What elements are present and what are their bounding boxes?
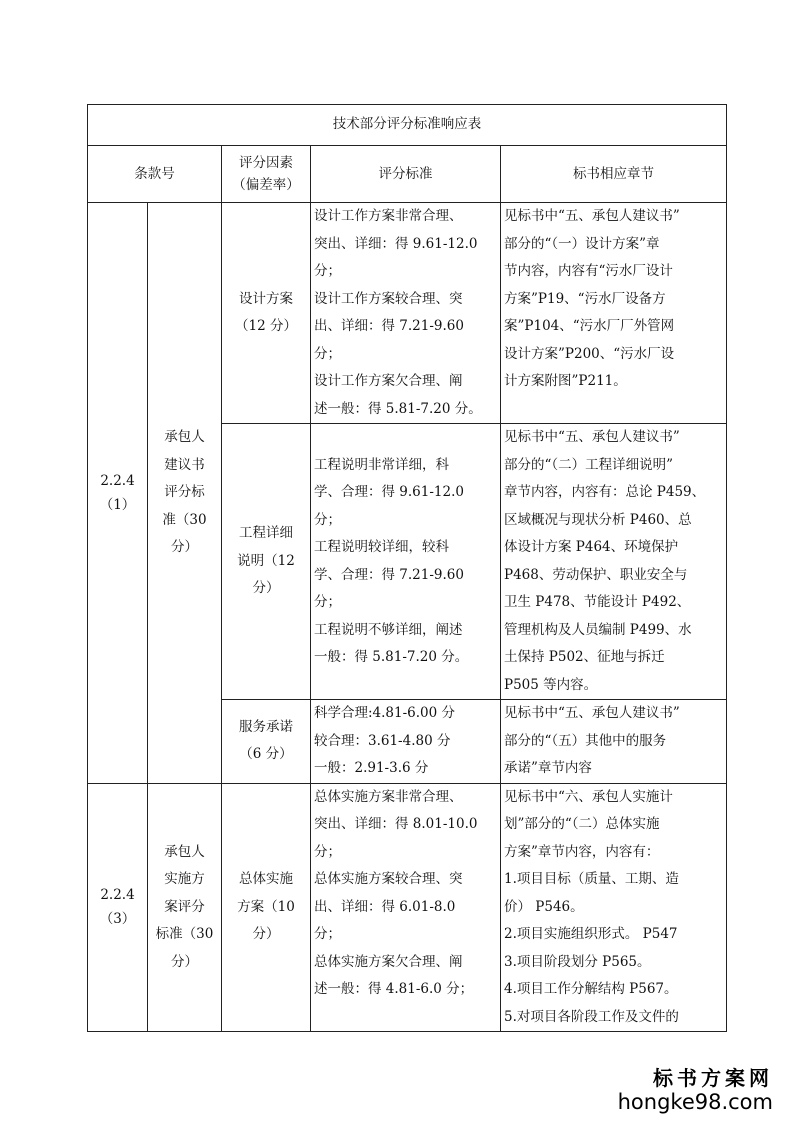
clause-number-cell: 2.2.4 （1） xyxy=(88,203,148,784)
table-row xyxy=(88,203,727,424)
category-cell: 承包人 建议书 评分标 准（30 分） xyxy=(148,203,222,784)
watermark-domain: hongke98.com xyxy=(617,1090,773,1114)
header-clause: 条款号 xyxy=(88,146,222,203)
header-standard: 评分标准 xyxy=(311,146,501,203)
table-row xyxy=(88,783,727,1032)
standard-cell: 工程说明非常详细，科 学、合理：得 9.61-12.0 分； 工程说明较详细，较科 学、合理：得 7.21-9.60 分； 工程说明不够详细，阐述 一般：得 5.81-7.20 分。 xyxy=(311,424,501,700)
table-title: 技术部分评分标准响应表 xyxy=(88,105,727,146)
standard-cell: 总体实施方案非常合理、 突出、详细：得 8.01-10.0 分； 总体实施方案较合理、突 出、详细：得 6.01-8.0 分； 总体实施方案欠合理、阐 述一般：得 4.81-6.0 分； xyxy=(311,783,501,1032)
response-cell: 见标书中“五、承包人建议书” 部分的“（一）设计方案”章 节内容，内容有“污水厂设计 方案”P19、“污水厂设备方 案”P104、“污水厂厂外管网 设计方案”P200、“污水厂设 计方案附图”P211。 xyxy=(501,203,727,424)
factor-cell: 服务承诺 （6 分） xyxy=(222,700,311,784)
clause-number-cell: 2.2.4 （3） xyxy=(88,783,148,1032)
standard-cell: 科学合理:4.81-6.00 分 较合理：3.61-4.80 分 一般：2.91-3.6 分 xyxy=(311,700,501,784)
factor-cell: 工程详细 说明（12 分） xyxy=(222,424,311,700)
factor-cell: 总体实施 方案（10 分） xyxy=(222,783,311,1032)
header-factor: 评分因素 （偏差率） xyxy=(222,146,311,203)
watermark-chinese: 标书方案网 xyxy=(653,1066,773,1090)
watermark-logo xyxy=(618,1066,773,1114)
header-response: 标书相应章节 xyxy=(501,146,727,203)
response-cell: 见标书中“五、承包人建议书” 部分的“（二）工程详细说明” 章节内容，内容有：总论 P459、 区域概况与现状分析 P460、总 体设计方案 P464、环境保护 P468、劳动保护、职业安全与 卫生 P478、节能设计 P492、 管理机构及人员编制 P499、水 土保持 P502、征地与拆迁 P505 等内容。 xyxy=(501,424,727,700)
factor-cell: 设计方案 （12 分） xyxy=(222,203,311,424)
category-cell: 承包人 实施方 案评分 标准（30 分） xyxy=(148,783,222,1032)
standard-cell: 设计工作方案非常合理、 突出、详细：得 9.61-12.0 分； 设计工作方案较合理、突 出、详细：得 7.21-9.60 分； 设计工作方案欠合理、阐 述一般：得 5.81-7.20 分。 xyxy=(311,203,501,424)
response-cell: 见标书中“五、承包人建议书” 部分的“（五）其他中的服务 承诺”章节内容 xyxy=(501,700,727,784)
scoring-response-table xyxy=(87,104,727,1032)
response-cell: 见标书中“六、承包人实施计 划”部分的“（二）总体实施 方案”章节内容，内容有： 1.项目目标（质量、工期、造 价） P546。 2.项目实施组织形式。 P547 3.项目阶段划分 P565。 4.项目工作分解结构 P567。 5.对项目各阶段工作及文件的 xyxy=(501,783,727,1032)
